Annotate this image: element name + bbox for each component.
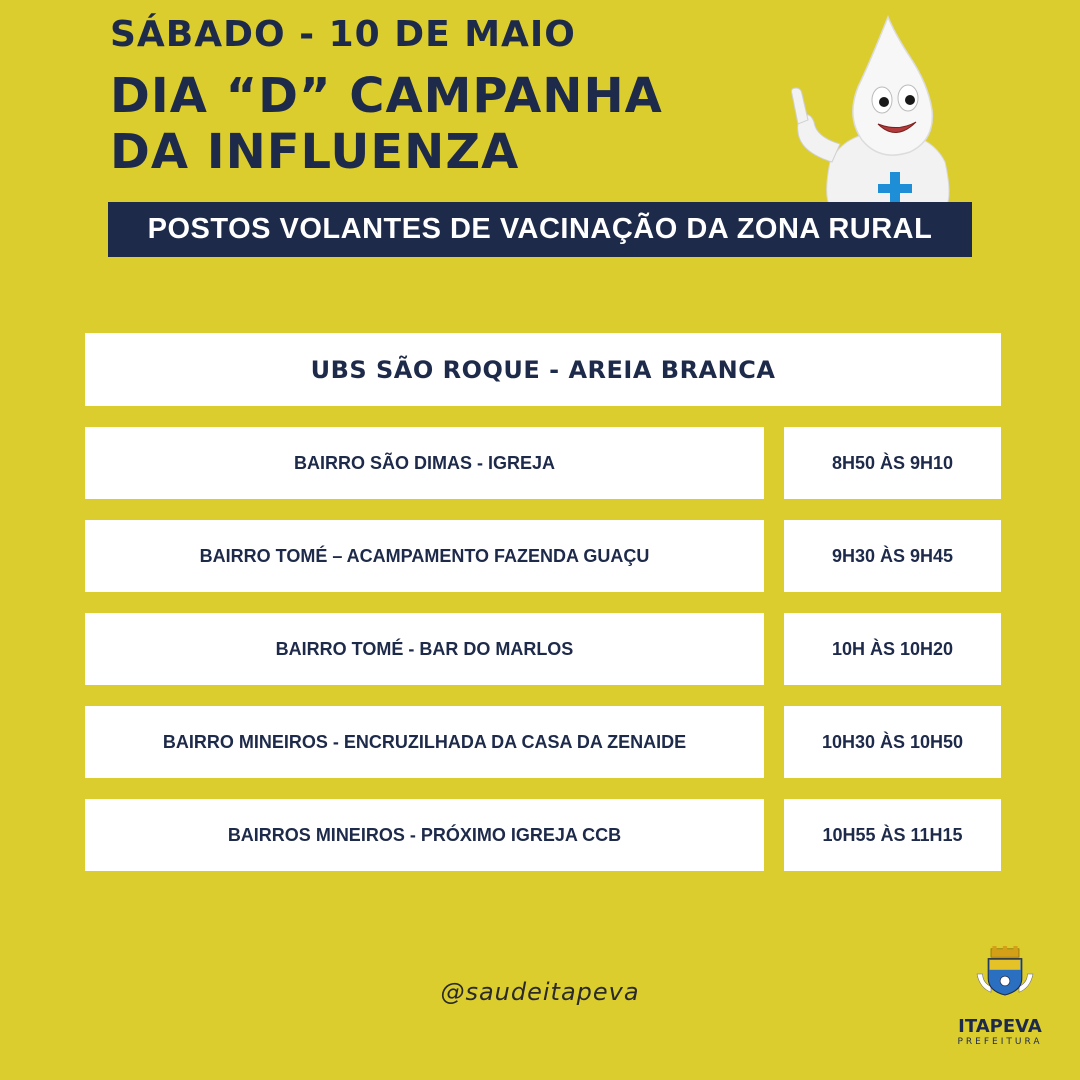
- ubs-name-header: UBS SÃO ROQUE - AREIA BRANCA: [85, 333, 1001, 406]
- schedule-time: 10H30 ÀS 10H50: [784, 706, 1001, 778]
- schedule-location: BAIRRO TOMÉ – ACAMPAMENTO FAZENDA GUAÇU: [85, 520, 764, 592]
- schedule-time: 10H ÀS 10H20: [784, 613, 1001, 685]
- social-handle: @saudeitapeva: [440, 978, 640, 1006]
- schedule-location: BAIRRO SÃO DIMAS - IGREJA: [85, 427, 764, 499]
- city-logo-name: ITAPEVA: [958, 1016, 1042, 1037]
- schedule-time: 9H30 ÀS 9H45: [784, 520, 1001, 592]
- city-coat-of-arms-icon: [955, 946, 1055, 1016]
- schedule-location: BAIRRO TOMÉ - BAR DO MARLOS: [85, 613, 764, 685]
- schedule-time: 10H55 ÀS 11H15: [784, 799, 1001, 871]
- rural-posts-banner: POSTOS VOLANTES DE VACINAÇÃO DA ZONA RURAL: [108, 202, 972, 257]
- vaccine-drop-mascot-icon: [770, 12, 960, 212]
- city-logo-subtitle: PREFEITURA: [957, 1037, 1043, 1047]
- schedule-row: [85, 520, 1001, 592]
- campaign-title-line-2: DA INFLUENZA: [110, 124, 520, 180]
- date-title: SÁBADO - 10 DE MAIO: [110, 14, 576, 55]
- schedule-location: BAIRROS MINEIROS - PRÓXIMO IGREJA CCB: [85, 799, 764, 871]
- schedule-row: [85, 613, 1001, 685]
- campaign-title-line-1: DIA “D” CAMPANHA: [110, 68, 663, 124]
- schedule-location: BAIRRO MINEIROS - ENCRUZILHADA DA CASA DA ZENAIDE: [85, 706, 764, 778]
- schedule-row: [85, 706, 1001, 778]
- schedule-time: 8H50 ÀS 9H10: [784, 427, 1001, 499]
- schedule-row: [85, 427, 1001, 499]
- schedule-row: [85, 799, 1001, 871]
